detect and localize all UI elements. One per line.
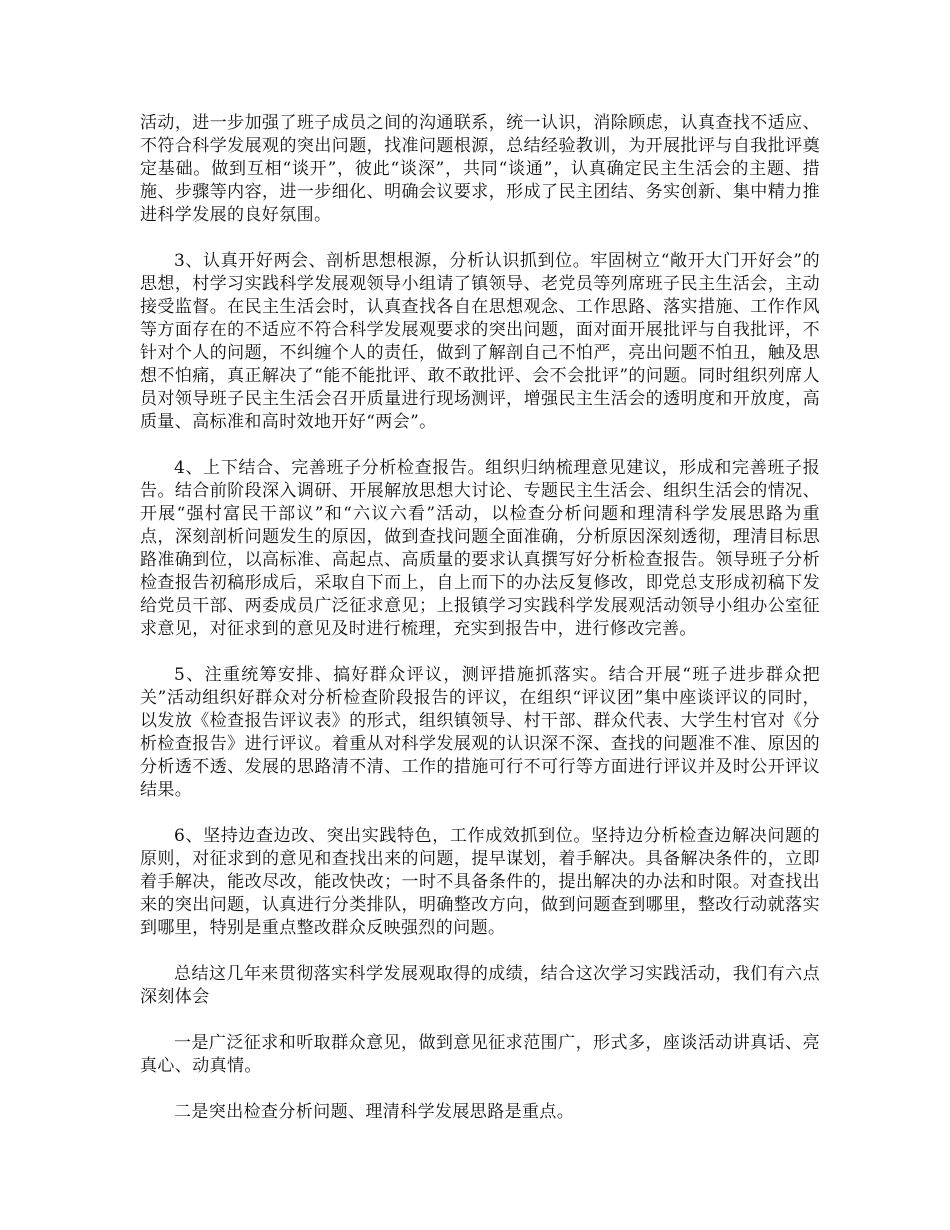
paragraph-point-one: 一是广泛征求和听取群众意见，做到意见征求范围广，形式多，座谈活动讲真话、亮真心、动真情。 (140, 1033, 820, 1076)
paragraph-4: 4、上下结合、完善班子分析检查报告。组织归纳梳理意见建议，形成和完善班子报告。结合前阶段深入调研、开展解放思想大讨论、专题民主生活会、组织生活会的情况、开展“强村富民干部议”和“六议六看”活动，以检查分析问题和理清科学发展思路为重点，深刻剖析问题发生的原因，做到查找问题全面准确，分析原因深刻透彻，理清目标思路准确到位，以高标准、高起点、高质量的要求认真撰写好分析检查报告。领导班子分析检查报告初稿形成后，采取自下而上，自上而下的办法反复修改，即党总支形成初稿下发给党员干部、两委成员广泛征求意见；上报镇学习实践科学发展观活动领导小组办公室征求意见，对征求到的意见及时进行梳理，充实到报告中，进行修改完善。 (140, 458, 820, 639)
paragraph-point-two: 二是突出检查分析问题、理清科学发展思路是重点。 (174, 1102, 575, 1122)
document-body (140, 112, 820, 1147)
paragraph-summary: 总结这几年来贯彻落实科学发展观取得的成绩，结合这次学习实践活动，我们有六点深刻体会 (140, 964, 820, 1007)
paragraph-continued: 活动，进一步加强了班子成员之间的沟通联系，统一认识，消除顾虑，认真查找不适应、不符合科学发展观的突出问题，找准问题根源，总结经验教训，为开展批评与自我批评奠定基础。做到互相“谈开”，彼此“谈深”，共同“谈通”，认真确定民主生活会的主题、措施、步骤等内容，进一步细化、明确会议要求，形成了民主团结、务实创新、集中精力推进科学发展的良好氛围。 (140, 113, 820, 225)
paragraph-6: 6、坚持边查边改、突出实践特色，工作成效抓到位。坚持边分析检查边解决问题的原则，对征求到的意见和查找出来的问题，提早谋划，着手解决。具备解决条件的，立即着手解决，能改尽改，能改快改；一时不具备条件的，提出解决的办法和时限。对查找出来的突出问题，认真进行分类排队，明确整改方向，做到问题查到哪里，整改行动就落实到哪里，特别是重点整改群众反映强烈的问题。 (140, 826, 820, 938)
paragraph-5: 5、注重统筹安排、搞好群众评议，测评措施抓落实。结合开展“班子进步群众把关”活动组织好群众对分析检查阶段报告的评议，在组织“评议团”集中座谈评议的同时，以发放《检查报告评议表》的形式，组织镇领导、村干部、群众代表、大学生村官对《分析检查报告》进行评议。着重从对科学发展观的认识深不深、查找的问题准不准、原因的分析透不透、发展的思路清不清、工作的措施可行不可行等方面进行评议并及时公开评议结果。 (140, 665, 820, 800)
paragraph-3: 3、认真开好两会、剖析思想根源，分析认识抓到位。牢固树立“敞开大门开好会”的思想，村学习实践科学发展观领导小组请了镇领导、老党员等列席班子民主生活会，主动接受监督。在民主生活会时，认真查找各自在思想观念、工作思路、落实措施、工作作风等方面存在的不适应不符合科学发展观要求的突出问题，面对面开展批评与自我批评，不针对个人的问题，不纠缠个人的责任，做到了解剖自己不怕严，亮出问题不怕丑，触及思想不怕痛，真正解决了“能不能批评、敢不敢批评、会不会批评”的问题。同时组织列席人员对领导班子民主生活会召开质量进行现场测评，增强民主生活会的透明度和开放度，高质量、高标准和高时效地开好“两会”。 (140, 251, 820, 432)
